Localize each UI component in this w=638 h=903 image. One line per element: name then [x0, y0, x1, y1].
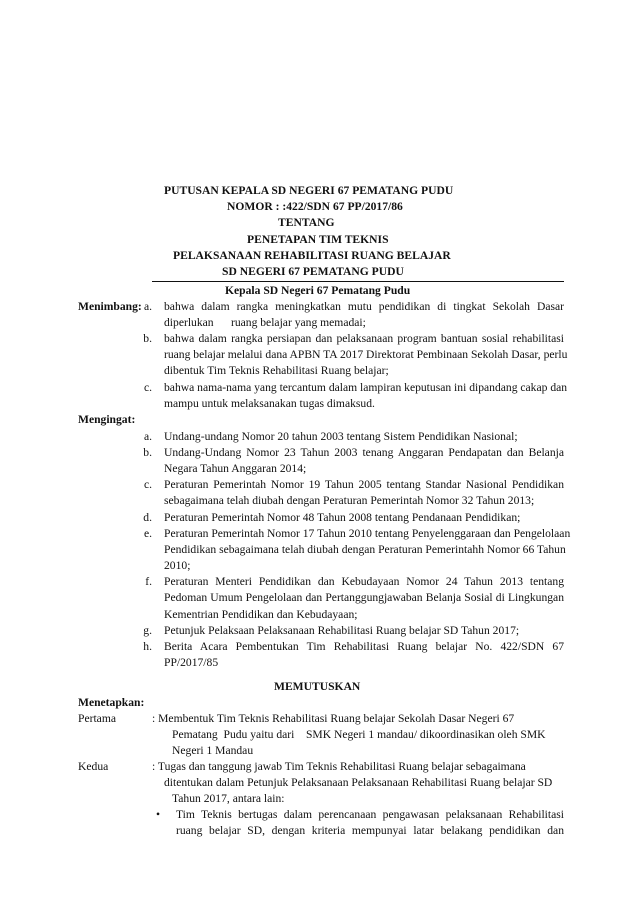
item-text: Negara Tahun Anggaran 2014; [164, 462, 307, 475]
clause-text: : Tugas dan tanggung jawab Tim Teknis Rehabilitasi Ruang belajar sebagaimana [152, 760, 526, 773]
item-text: Undang-Undang Nomor 23 Tahun 2003 tenang Anggaran Pendapatan dan Belanja [164, 446, 564, 459]
item-text: Pendidikan sebagaimana telah diubah dengan Peraturan Pemerintahh Nomor 66 Tahun [164, 543, 566, 556]
subject-line-2: PELAKSANAAN REHABILITASI RUANG BELAJAR [173, 249, 451, 262]
item-marker: a. [143, 430, 152, 443]
about-heading: TENTANG [278, 216, 335, 229]
mengingat-label: Mengingat: [78, 413, 136, 426]
subject-line-1: PENETAPAN TIM TEKNIS [247, 233, 389, 246]
item-text: 2010; [164, 559, 191, 572]
item-text: bahwa nama-nama yang tercantum dalam lampiran keputusan ini dipandang cakap dan [164, 381, 568, 394]
item-text: Petunjuk Pelaksaan Pelaksanaan Rehabilitasi Ruang belajar SD Tahun 2017; [164, 624, 520, 637]
item-text: ruang belajar melalui dana APBN TA 2017 Direktorat Pembinaan Sekolah Dasar, perlu [164, 348, 568, 361]
clause-label: Pertama [78, 712, 116, 725]
item-marker: b. [143, 446, 152, 459]
item-text: Undang-undang Nomor 20 tahun 2003 tentang Sistem Pendidikan Nasional; [164, 430, 518, 443]
item-marker: e. [143, 527, 152, 540]
clause-text: Negeri 1 Mandau [172, 744, 254, 757]
item-text: dibentuk Tim Teknis Rehabilitasi Ruang belajar; [164, 364, 389, 377]
item-marker: f. [145, 575, 152, 588]
subject-line-3: SD NEGERI 67 PEMATANG PUDU [222, 265, 404, 278]
item-marker: c. [143, 478, 152, 491]
item-text: mampu untuk melaksanakan tugas dimaksud. [164, 397, 375, 410]
item-text: Peraturan Menteri Pendidikan dan Kebudayaan Nomor 24 Tahun 2013 tentang [164, 575, 564, 588]
memutuskan-heading: MEMUTUSKAN [274, 680, 361, 693]
item-marker: a. [143, 300, 152, 313]
decree-number: NOMOR : :422/SDN 67 PP/2017/86 [227, 200, 403, 213]
clause-text: ditentukan dalam Petunjuk Pelaksanaan Pelaksanaan Rehabilitasi Ruang belajar SD [164, 776, 553, 789]
header-divider [152, 281, 564, 282]
item-text: Peraturan Pemerintah Nomor 19 Tahun 2005 tentang Standar Nasional Pendidikan [164, 478, 564, 491]
decree-title: PUTUSAN KEPALA SD NEGERI 67 PEMATANG PUDU [164, 184, 454, 197]
item-marker: d. [143, 511, 152, 524]
item-text: Peraturan Pemerintah Nomor 48 Tahun 2008 tentang Pendanaan Pendidikan; [164, 511, 521, 524]
item-text: PP/2017/85 [164, 656, 219, 669]
menimbang-label: Menimbang: [78, 300, 142, 313]
item-text: Berita Acara Pembentukan Tim Rehabilitasi Ruang belajar No. 422/SDN 67 [164, 640, 564, 653]
clause-text: Pematang Pudu yaitu dari SMK Negeri 1 mandau/ dikoordinasikan oleh SMK [172, 728, 546, 741]
item-marker: h. [143, 640, 152, 653]
authority-line: Kepala SD Negeri 67 Pematang Pudu [225, 284, 411, 297]
bullet-text: Tim Teknis bertugas dalam perencanaan pengawasan pelaksanaan Rehabilitasi [176, 808, 564, 821]
item-marker: g. [143, 624, 152, 637]
item-text: Pedoman Umum Pengelolaan dan Pertanggungjawaban Belanja Sosial di Lingkungan [164, 591, 564, 604]
item-text: diperlukan ruang belajar yang memadai; [164, 316, 366, 329]
item-text: bahwa dalam rangka persiapan dan pelaksanaan program bantuan sosial rehabilitasi [164, 332, 564, 345]
bullet-icon: • [156, 808, 161, 821]
item-marker: b. [143, 332, 152, 345]
bullet-text: ruang belajar SD, dengan kriteria mempunyai latar belakang pendidikan dan [176, 824, 564, 837]
item-marker: c. [143, 381, 152, 394]
item-text: Peraturan Pemerintah Nomor 17 Tahun 2010 tentang Penyelenggaraan dan Pengelolaan [164, 527, 571, 540]
clause-label: Kedua [78, 760, 109, 773]
item-text: bahwa dalam rangka meningkatkan mutu pendidikan di tingkat Sekolah Dasar [164, 300, 564, 313]
clause-text: : Membentuk Tim Teknis Rehabilitasi Ruang belajar Sekolah Dasar Negeri 67 [152, 712, 515, 725]
clause-text: Tahun 2017, antara lain: [172, 792, 285, 805]
menetapkan-label: Menetapkan: [78, 696, 145, 709]
item-text: sebagaimana telah diubah dengan Peraturan Pemerintah Nomor 32 Tahun 2013; [164, 494, 535, 507]
item-text: Kementrian Pendidikan dan Kebudayaan; [164, 608, 358, 621]
